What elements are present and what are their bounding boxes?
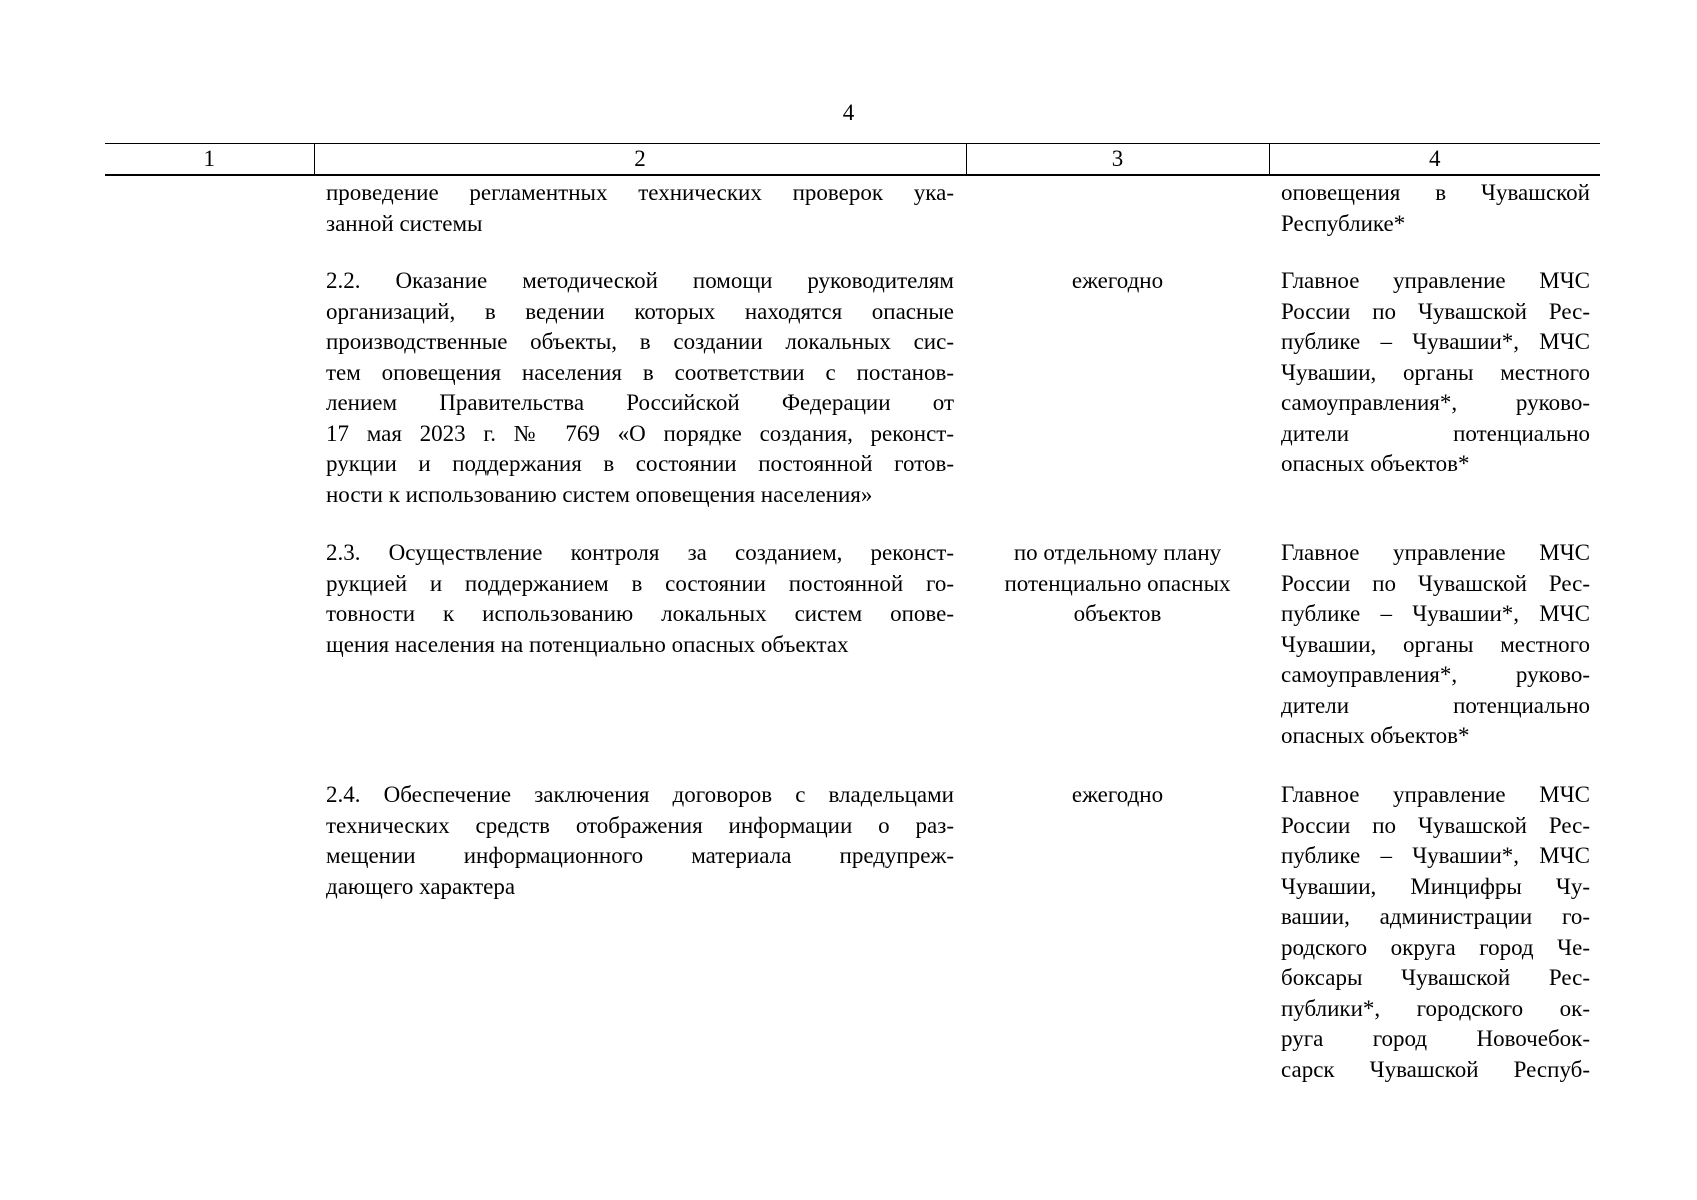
text-line: боксары Чувашской Рес- [1281,965,1590,990]
text-line: лением Правительства Российской Федерации от [326,390,954,415]
text-line: дители потенциально [1281,692,1590,718]
text-line: Чувашии, органы местного [1281,359,1590,385]
text-line: руга город Новочебок- [1281,1026,1590,1051]
table-row [105,175,1600,266]
text-line: объектов [1073,601,1162,626]
text-line: рукцией и поддержанием в состоянии постоянной го- [326,570,954,596]
cell-activity [314,175,966,266]
text-line: публике – Чувашии*, МЧС [1281,843,1590,868]
text-line: опасных объектов* [1281,723,1470,748]
cell-activity [314,780,966,1085]
text-line: 2.3. Осуществление контроля за созданием, реконст- [326,540,954,565]
text-line: тем оповещения населения в соответствии с постанов- [326,359,954,385]
text-line: самоуправления*, руково- [1281,662,1590,687]
cell-responsible [1269,266,1600,538]
text-line: сарск Чувашской Респуб- [1281,1056,1590,1082]
text-line: потенциально опасных [1004,570,1231,596]
text-line: 2.4. Обеспечение заключения договоров с владельцами [326,782,954,807]
text-line: рукции и поддержания в состоянии постоянной готов- [326,451,954,476]
text-line: Чувашии, Минцифры Чу- [1281,873,1590,899]
table-row [105,538,1600,780]
text-line: дители потенциально [1281,420,1590,446]
text-line: Республике* [1281,210,1406,236]
cell-number [105,266,314,538]
text-line: опасных объектов* [1281,451,1470,476]
cell-number [105,538,314,780]
column-header-1: 1 [105,144,314,176]
text-line: России по Чувашской Рес- [1281,812,1590,838]
table-row [105,780,1600,1085]
text-line: товности к использованию локальных систем опове- [326,601,954,626]
text-line: родского округа город Че- [1281,934,1590,960]
text-line: вашии, администрации го- [1281,904,1590,929]
cell-number [105,175,314,266]
cell-deadline [966,266,1269,538]
text-line: оповещения в Чувашской [1281,180,1590,205]
cell-responsible [1269,538,1600,780]
text-line: технических средств отображения информации о раз- [326,812,954,838]
cell-responsible [1269,175,1600,266]
text-line: щения населения на потенциально опасных объектах [326,631,849,657]
text-line: публике – Чувашии*, МЧС [1281,601,1590,626]
text-line: ежегодно [1071,268,1164,293]
table-body [105,175,1600,1085]
text-line: публике – Чувашии*, МЧС [1281,329,1590,354]
text-line: публики*, городского ок- [1281,995,1590,1021]
text-line: проведение регламентных технических проверок ука- [326,180,954,205]
text-line: ности к использованию систем оповещения населения» [326,481,873,507]
text-line: самоуправления*, руково- [1281,390,1590,415]
column-header-3: 3 [966,144,1269,176]
cell-activity [314,538,966,780]
text-line: производственные объекты, в создании локальных сис- [326,329,954,354]
text-line: ежегодно [1071,782,1164,807]
text-line: занной системы [326,210,483,236]
column-header-2: 2 [314,144,966,176]
text-line: Главное управление МЧС [1281,268,1590,293]
text-line: 17 мая 2023 г. № 769 «О порядке создания, реконст- [326,420,954,446]
text-line: 2.2. Оказание методической помощи руководителям [326,268,954,293]
cell-deadline [966,780,1269,1085]
text-line: Чувашии, органы местного [1281,631,1590,657]
text-line: дающего характера [326,873,516,899]
cell-activity [314,266,966,538]
column-header-4: 4 [1269,144,1600,176]
text-line: мещении информационного материала предупреж- [326,843,954,868]
text-line: по отдельному плану [1013,540,1222,565]
cell-number [105,780,314,1085]
text-line: России по Чувашской Рес- [1281,570,1590,596]
cell-deadline [966,175,1269,266]
table-row [105,266,1600,538]
text-line: Главное управление МЧС [1281,782,1590,807]
cell-deadline [966,538,1269,780]
text-line: Главное управление МЧС [1281,540,1590,565]
text-line: России по Чувашской Рес- [1281,298,1590,324]
header-row [105,144,1600,176]
page-number: 4 [842,100,855,125]
table-header [105,144,1600,176]
cell-responsible [1269,780,1600,1085]
plan-table [105,143,1600,1085]
text-line: организаций, в ведении которых находятся опасные [326,298,954,324]
